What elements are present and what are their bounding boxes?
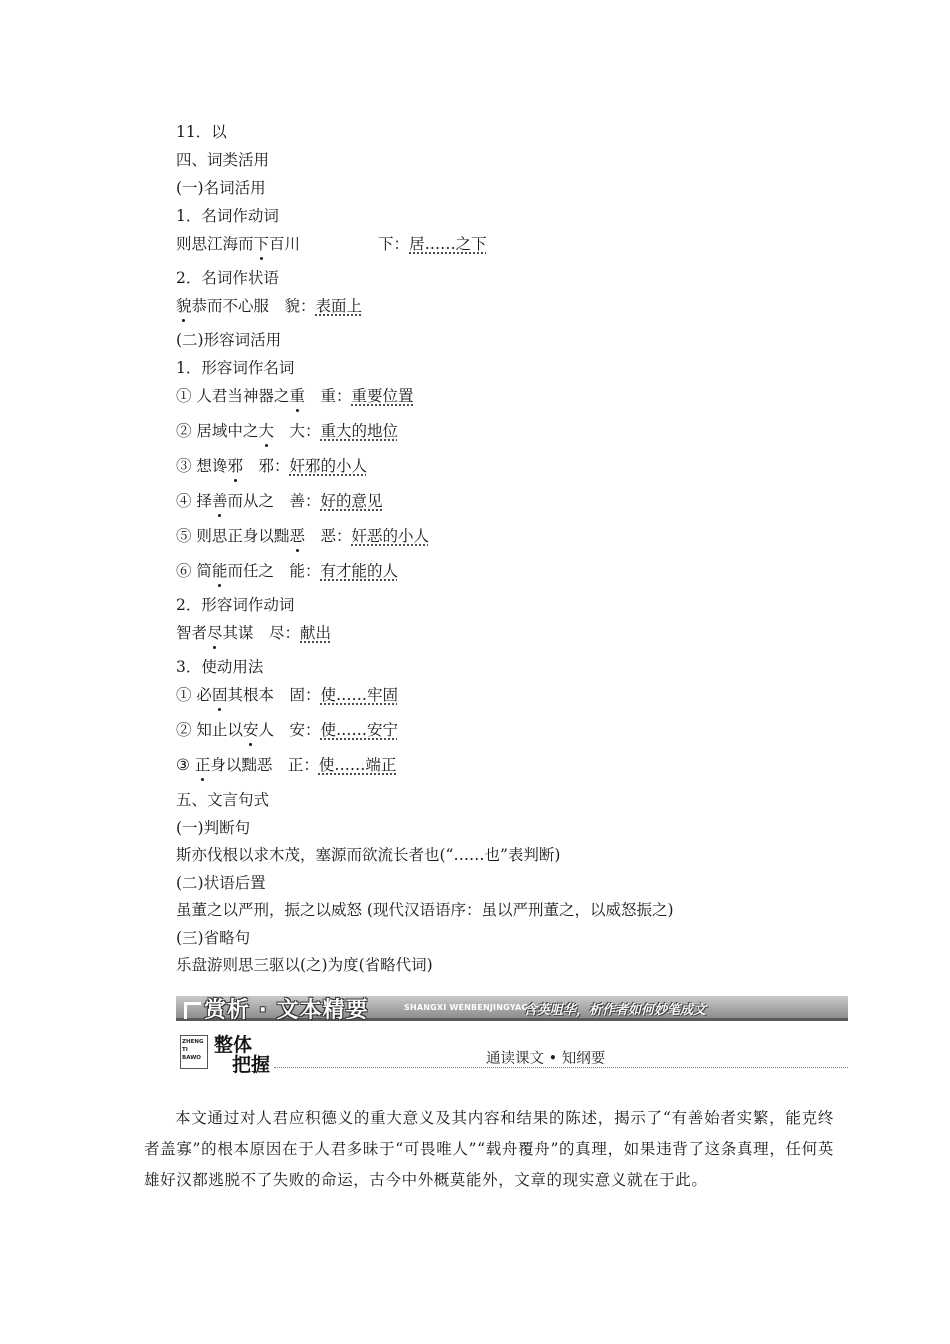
example-text: 百川	[269, 235, 301, 253]
example-text: ③ 想谗	[176, 457, 228, 475]
gloss-text: 居……之下	[409, 235, 487, 253]
example-text: ② 居域中之	[176, 422, 259, 440]
heading-text: (一)名词活用	[176, 179, 266, 197]
example-text: 虽董之以严刑，振之以威怒 (现代汉语语序：虽以严刑董之，以威怒振之)	[176, 901, 674, 919]
example-line	[176, 955, 433, 975]
example-text: 恭而不心服 貌：	[191, 297, 316, 315]
heading-text: (二)形容词活用	[176, 331, 282, 349]
gloss-label: 而任之 能：	[227, 562, 321, 580]
gloss-label: 大：	[273, 422, 321, 440]
gloss-label: 重：	[304, 387, 352, 405]
key-word: 邪	[227, 457, 243, 475]
heading-text: 2．名词作状语	[176, 269, 279, 287]
gloss-text: 重要位置	[351, 387, 414, 405]
example-line	[176, 720, 398, 740]
key-word: 下	[253, 235, 270, 253]
heading-text: 1．名词作动词	[176, 207, 279, 225]
subsection-heading	[176, 178, 266, 198]
example-text: 智者	[176, 624, 208, 642]
gloss-label: 恶：	[304, 527, 352, 545]
section-heading	[176, 150, 269, 170]
example-line	[176, 755, 396, 775]
item-text: 11．以	[176, 123, 227, 141]
example-line	[176, 421, 398, 441]
section-heading	[176, 790, 269, 810]
gloss-label: 身以黜恶 正：	[210, 756, 319, 774]
section-title-line1: 整体	[214, 1034, 253, 1056]
heading-text: (三)省略句	[176, 929, 251, 947]
example-text: ① 人君当神器之	[176, 387, 290, 405]
banner-title: 赏析 · 文本精要	[204, 998, 369, 1023]
subsection-heading	[176, 928, 250, 948]
example-text: 则思江海而	[176, 235, 254, 253]
example-line	[176, 386, 413, 406]
heading-text: 四、词类活用	[176, 151, 270, 169]
gloss-text: 奸邪的小人	[289, 457, 367, 475]
gloss-text: 重大的地位	[320, 422, 398, 440]
gloss-text: 使……安宁	[320, 721, 398, 739]
section-header	[180, 1030, 848, 1076]
example-line	[176, 456, 367, 476]
category-heading	[176, 595, 294, 615]
example-text: 乐盘游则思三驱以(之)为度(省略代词)	[176, 956, 433, 974]
example-line	[176, 234, 487, 254]
subsection-heading	[176, 818, 250, 838]
section-banner	[176, 996, 848, 1022]
example-line	[176, 526, 429, 546]
example-text: ② 知止以	[176, 721, 243, 739]
section-title-line2: 把握	[232, 1054, 271, 1076]
section-subtitle: 通读课文 • 知纲要	[486, 1051, 606, 1067]
example-line	[176, 900, 674, 920]
category-heading	[176, 657, 263, 677]
example-line	[176, 491, 382, 511]
example-line	[176, 685, 398, 705]
key-word: 大	[258, 422, 274, 440]
key-word: 重	[289, 387, 305, 405]
gloss-label: 人 安：	[258, 721, 321, 739]
example-line	[176, 845, 560, 865]
gloss-text: 奸恶的小人	[351, 527, 429, 545]
heading-text: (一)判断句	[176, 819, 251, 837]
banner-slogan: 含英咀华，析作者如何妙笔成文	[524, 1003, 707, 1018]
gloss-text: 献出	[300, 624, 332, 642]
summary-paragraph: 本文通过对人君应积德义的重大意义及其内容和结果的陈述，揭示了“有善始者实繁，能克终者盖寡”的根本原因在于人君多昧于“可畏唯人”“载舟覆舟”的真理，如果违背了这条真理，任何英雄好汉都逃脱不了失败的命运，古今中外概莫能外，文章的现实意义就在于此。	[144, 1109, 834, 1189]
key-word: 貌	[176, 297, 192, 315]
example-text: ⑥ 简	[176, 562, 212, 580]
gloss-text: 使……端正	[318, 756, 397, 774]
example-text: 斯亦伐根以求木茂，塞源而欲流长者也(“……也”表判断)	[176, 846, 561, 864]
example-text: ③	[176, 756, 195, 774]
key-word: 正	[194, 756, 211, 774]
banner-pinyin: SHANGXI WENBENJINGYAO	[404, 1003, 529, 1012]
list-item	[176, 122, 227, 142]
example-text: ④ 择	[176, 492, 212, 510]
example-line	[176, 296, 362, 316]
gloss-text: 表面上	[315, 297, 363, 315]
key-word: 安	[242, 721, 259, 739]
heading-text: (二)状语后置	[176, 874, 266, 892]
dotted-rule	[274, 1067, 848, 1068]
key-word: 恶	[289, 527, 305, 545]
gloss-label: 其根本 固：	[227, 686, 321, 704]
corner-ornament-icon	[184, 1002, 201, 1019]
key-word: 能	[211, 562, 228, 580]
heading-text: 2．形容词作动词	[176, 596, 295, 614]
gloss-label: 而从之 善：	[227, 492, 321, 510]
category-heading	[176, 206, 279, 226]
category-heading	[176, 358, 294, 378]
section-badge: ZHENG TI BAWO	[180, 1035, 208, 1069]
gloss-label: 其谋 尽：	[222, 624, 301, 642]
key-word: 固	[211, 686, 228, 704]
example-text: ⑤ 则思正身以黜	[176, 527, 290, 545]
key-word: 尽	[207, 624, 223, 642]
example-line	[176, 623, 331, 643]
gloss-text: 有才能的人	[320, 562, 398, 580]
category-heading	[176, 268, 279, 288]
heading-text: 1．形容词作名词	[176, 359, 295, 377]
example-text: ① 必	[176, 686, 212, 704]
gloss-label: 下：	[378, 235, 410, 253]
gloss-text: 使……牢固	[320, 686, 398, 704]
subsection-heading	[176, 873, 266, 893]
subsection-heading	[176, 330, 281, 350]
heading-text: 3．使动用法	[176, 658, 264, 676]
heading-text: 五、文言句式	[176, 791, 270, 809]
key-word: 善	[211, 492, 228, 510]
gloss-label: 邪：	[242, 457, 290, 475]
example-line	[176, 561, 398, 581]
gloss-text: 好的意见	[320, 492, 383, 510]
